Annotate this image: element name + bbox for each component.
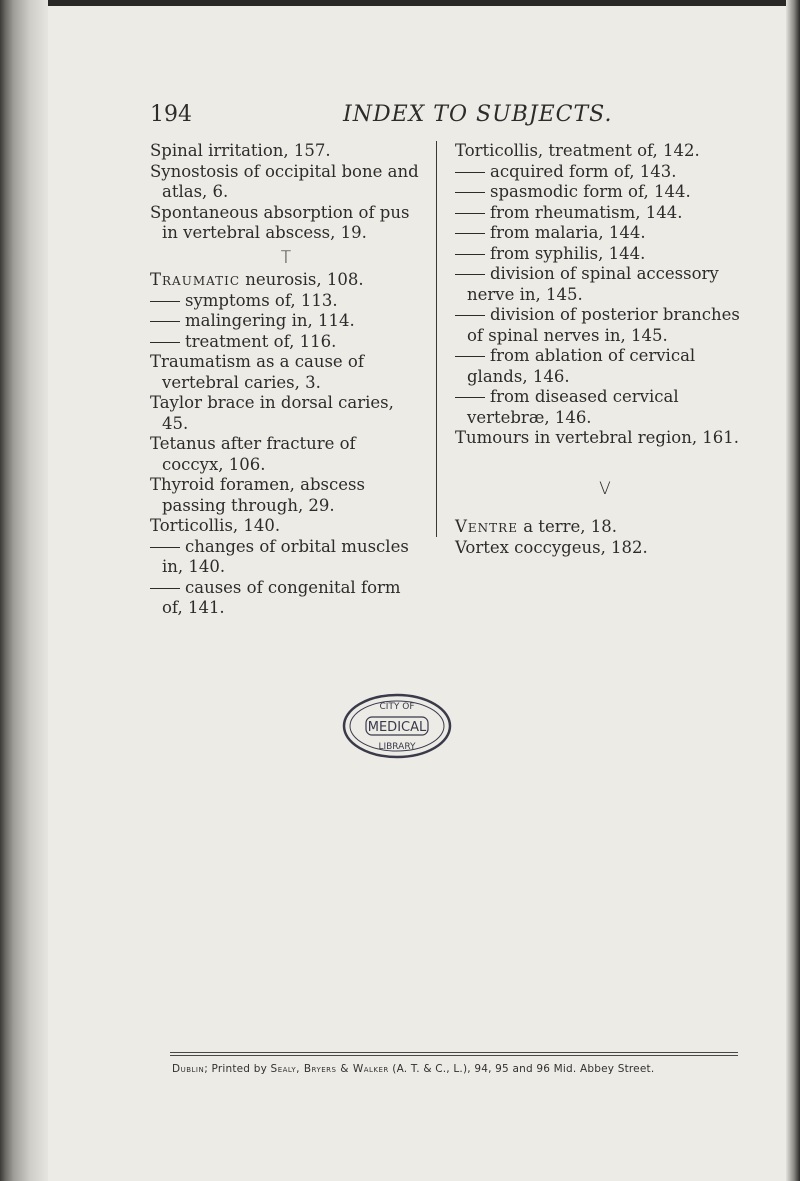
ditto-dash bbox=[150, 321, 180, 322]
index-entry: Vortex coccygeus, 182. bbox=[455, 537, 648, 557]
imprint-text: ; Printed by bbox=[204, 1063, 271, 1075]
stamp-bottom-text: LIBRARY bbox=[378, 742, 416, 752]
index-subentry bbox=[150, 291, 422, 312]
index-column-left bbox=[150, 141, 422, 619]
ditto-dash bbox=[150, 588, 180, 589]
index-entry: Traumatism as a cause of vertebral caries, 3. bbox=[150, 352, 364, 392]
entry-head-rest: a terre, 18. bbox=[517, 517, 617, 536]
index-subentry bbox=[150, 537, 422, 578]
subentry-text: changes of orbital muscles in, 140. bbox=[162, 536, 409, 576]
stamp-outer-text: CITY OF bbox=[379, 702, 415, 712]
index-entry: Torticollis, 140. bbox=[150, 516, 281, 535]
entry-head-rest: neurosis, 108. bbox=[240, 270, 364, 289]
index-subentry bbox=[455, 203, 755, 224]
subentry-text: from diseased cervical vertebræ, 146. bbox=[467, 387, 679, 427]
page-right-edge bbox=[786, 0, 800, 1181]
library-stamp bbox=[342, 693, 452, 759]
page-number: 194 bbox=[150, 102, 192, 127]
ditto-dash bbox=[150, 301, 180, 302]
ditto-dash bbox=[455, 315, 485, 316]
entry-head-word: Ventre bbox=[455, 517, 518, 536]
ditto-dash bbox=[455, 397, 485, 398]
subentry-text: division of posterior branches of spinal nerves in, 145. bbox=[467, 305, 740, 345]
section-letter-v: V bbox=[599, 478, 611, 499]
imprint-rule bbox=[170, 1052, 738, 1056]
imprint-address: (A. T. & C., L.), 94, 95 and 96 Mid. Abbey Street. bbox=[388, 1063, 655, 1075]
index-subentry bbox=[455, 223, 755, 244]
ditto-dash bbox=[455, 356, 485, 357]
imprint-city: Dublin bbox=[172, 1063, 205, 1075]
library-stamp-icon bbox=[342, 693, 452, 759]
subentry-text: symptoms of, 113. bbox=[185, 290, 338, 310]
subentry-text: causes of congenital form of, 141. bbox=[162, 577, 401, 617]
index-subentry bbox=[455, 387, 755, 428]
index-entry: Thyroid foramen, abscess passing through, 29. bbox=[150, 475, 365, 515]
page-top-edge bbox=[0, 0, 800, 6]
subentry-text: from rheumatism, 144. bbox=[490, 202, 683, 222]
ditto-dash bbox=[455, 233, 485, 234]
index-subentry bbox=[455, 264, 755, 305]
index-subentry bbox=[150, 311, 422, 332]
book-gutter bbox=[0, 0, 48, 1181]
index-subentry bbox=[150, 578, 422, 619]
ditto-dash bbox=[455, 213, 485, 214]
index-entry: Taylor brace in dorsal caries, 45. bbox=[150, 393, 394, 433]
subentry-text: malingering in, 114. bbox=[185, 311, 355, 330]
index-column-right bbox=[455, 141, 755, 558]
index-entry: Tetanus after fracture of coccyx, 106. bbox=[150, 434, 356, 474]
index-entry: Synostosis of occipital bone and atlas, 6. bbox=[150, 161, 419, 201]
index-subentry bbox=[455, 244, 755, 265]
ditto-dash bbox=[455, 274, 485, 275]
ditto-dash bbox=[455, 172, 485, 173]
subentry-text: from ablation of cervical glands, 146. bbox=[467, 346, 696, 386]
ditto-dash bbox=[455, 192, 485, 193]
index-subentry bbox=[150, 332, 422, 353]
index-subentry bbox=[455, 346, 755, 387]
index-entry-traumatic bbox=[150, 270, 422, 291]
subentry-text: from malaria, 144. bbox=[490, 223, 646, 242]
index-subentry bbox=[455, 182, 755, 203]
printer-imprint bbox=[172, 1063, 772, 1075]
ditto-dash bbox=[455, 254, 485, 255]
index-entry: Tumours in vertebral region, 161. bbox=[455, 428, 740, 447]
index-entry: Spontaneous absorption of pus in vertebral abscess, 19. bbox=[150, 202, 410, 242]
entry-head-word: Traumatic bbox=[150, 270, 241, 289]
running-title: INDEX TO SUBJECTS. bbox=[343, 102, 613, 127]
running-header bbox=[150, 102, 760, 132]
subentry-text: treatment of, 116. bbox=[185, 331, 337, 351]
index-entry: Torticollis, treatment of, 142. bbox=[455, 141, 700, 160]
imprint-printers: Sealy, Bryers & Walker bbox=[270, 1063, 389, 1075]
ditto-dash bbox=[150, 547, 180, 548]
subentry-text: division of spinal accessory nerve in, 145. bbox=[467, 264, 719, 304]
section-letter-t: T bbox=[280, 247, 292, 268]
subentry-text: from syphilis, 144. bbox=[490, 243, 646, 263]
ditto-dash bbox=[150, 342, 180, 343]
index-entry: Spinal irritation, 157. bbox=[150, 141, 331, 160]
subentry-text: acquired form of, 143. bbox=[490, 161, 677, 181]
stamp-center-text: MEDICAL bbox=[367, 720, 427, 735]
subentry-text: spasmodic form of, 144. bbox=[490, 182, 691, 201]
index-subentry bbox=[455, 162, 755, 183]
index-entry-ventre bbox=[455, 517, 755, 538]
index-subentry bbox=[455, 305, 755, 346]
column-divider bbox=[436, 141, 437, 537]
